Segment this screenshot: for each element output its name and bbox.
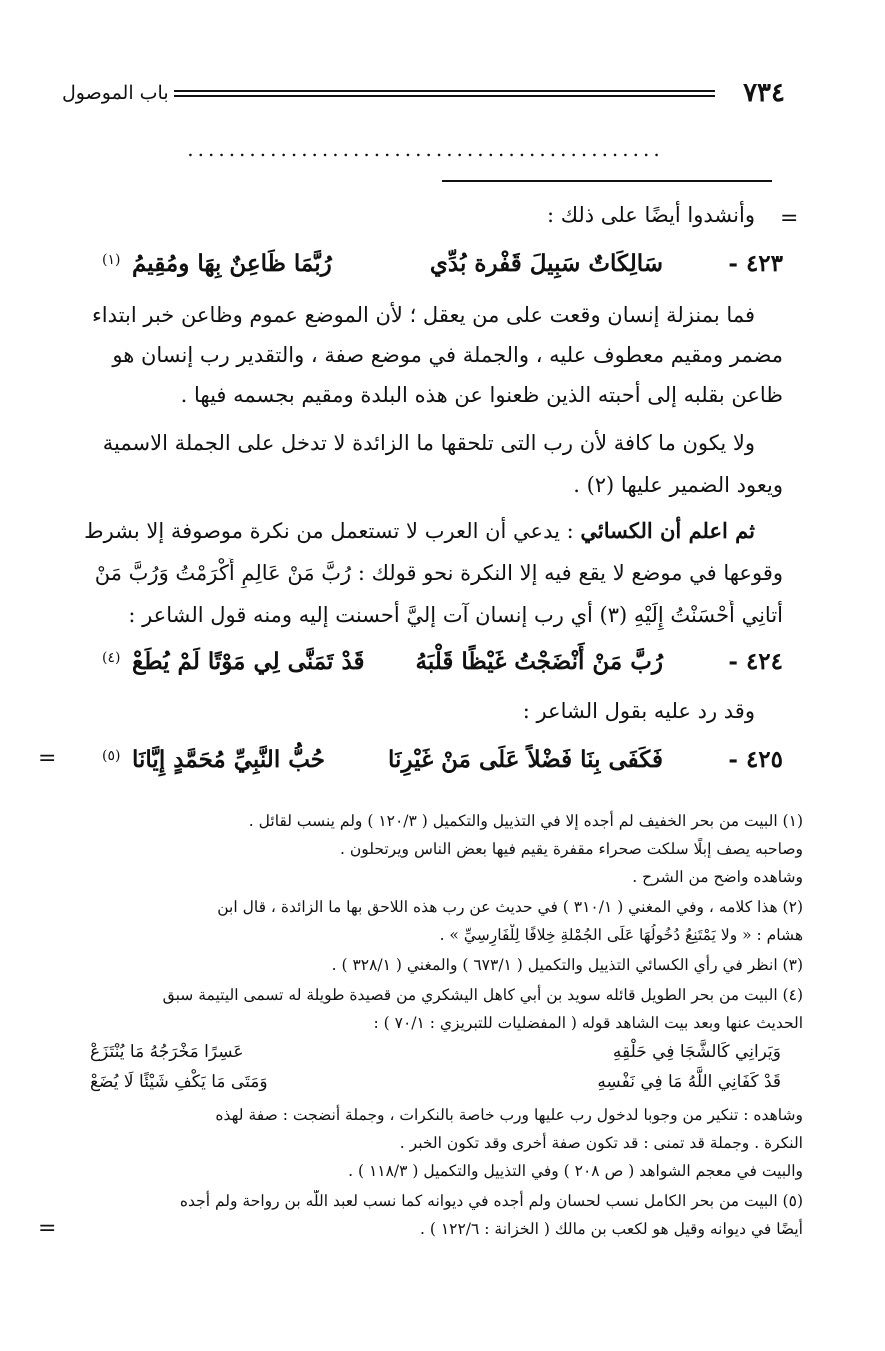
para3-line1-rest: : يدعي أن العرب لا تستعمل من نكرة موصوفة إلا بشرط bbox=[84, 519, 574, 543]
header-rule-second bbox=[174, 95, 715, 97]
para3-line2: وقوعها في موضع لا يقع فيه إلا النكرة نحو قولك : رُبَّ مَنْ عَالِمٍ أَكْرَمْتُ وَرُبَّ مَنْ bbox=[94, 561, 783, 585]
verse-number: ٤٢٥ - bbox=[728, 746, 783, 773]
continuation-mark-top: = bbox=[780, 206, 799, 231]
footnote-1-line3: وشاهده واضح من الشرح . bbox=[632, 868, 803, 886]
footnote-ref: (٥) bbox=[102, 748, 121, 764]
para2-line1: ولا يكون ما كافة لأن رب التى تلحقها ما الزائدة لا تدخل على الجملة الاسمية bbox=[102, 431, 755, 455]
continuation-mark-verse: = bbox=[38, 746, 57, 771]
verse-hemistich-first: فَكَفَى بِنَا فَضْلاً عَلَى مَنْ غَيْرِنَا bbox=[388, 746, 663, 773]
verse-424 bbox=[62, 642, 783, 682]
running-title: باب الموصول bbox=[62, 82, 169, 104]
footnote-5-line2: أيضًا في ديوانه وقيل هو لكعب بن مالك ( الخزانة : ١٢٢/٦ ) . bbox=[419, 1220, 803, 1238]
verse-number: ٤٢٣ - bbox=[728, 250, 783, 277]
verse-hemistich-second: قَدْ تَمَنَّى لِي مَوْتًا لَمْ يُطَعْ bbox=[132, 648, 365, 675]
footnote-ref: (١) bbox=[102, 252, 121, 268]
verse-hemistich-first: سَالِكَاتٌ سَبِيلَ قَفْرة بُدِّي bbox=[429, 250, 663, 277]
footnote-3-line1: (٣) انظر في رأي الكسائي التذييل والتكميل ( ٦٧٣/١ ) والمغني ( ٣٢٨/١ ) . bbox=[331, 956, 803, 974]
para1-line1: فما بمنزلة إنسان وقعت على من يعقل ؛ لأن الموضع عموم وظاعن خبر ابتداء bbox=[91, 303, 755, 327]
verse-hemistich-first: رُبَّ مَنْ أَنْضَجْتُ غَيْظًا قَلْبَهُ bbox=[415, 648, 663, 675]
intro-line: وأنشدوا أيضًا على ذلك : bbox=[546, 203, 755, 227]
footnote-4-verse1-first: وَيَرانِي كَالشَّجَا فِي حَلْقِهِ bbox=[612, 1042, 781, 1062]
page-number: ٧٣٤ bbox=[743, 78, 785, 108]
footnote-4-line2: الحديث عنها وبعد بيت الشاهد قوله ( المفضليات للتبريزي : ٧٠/١ ) : bbox=[373, 1014, 803, 1032]
para3-line3: أتانِي أَحْسَنْتُ إِلَيْهِ (٣) أي رب إنسان آت إليَّ أحسنت إليه ومنه قول الشاعر : bbox=[128, 603, 783, 627]
footnote-4-line3: وشاهده : تنكير من وجوبا لدخول رب عليها ورب خاصة بالنكرات ، وجملة أنضجت : صفة لهذه bbox=[215, 1106, 803, 1124]
para2-line2: ويعود الضمير عليها (٢) . bbox=[573, 473, 783, 497]
footnote-4-line1: (٤) البيت من بحر الطويل قائله سويد بن أبي كاهل اليشكري من قصيدة طويلة له تسمى اليتيمة سبق bbox=[162, 986, 803, 1004]
para3-line1 bbox=[62, 516, 755, 546]
footnote-5-line1: (٥) البيت من بحر الكامل نسب لحسان ولم أجده في ديوانه كما نسب لعبد اللّٰه بن رواحة ولم أجده bbox=[179, 1192, 803, 1210]
footnote-ref: (٤) bbox=[102, 650, 121, 666]
para1-line3: ظاعن بقلبه إلى أحبته الذين ظعنوا عن هذه البلدة ومقيم بجسمه فيها . bbox=[180, 383, 783, 407]
dotted-separator: .............................................. bbox=[187, 138, 664, 160]
verse-425 bbox=[62, 740, 783, 780]
footnote-1-line1: (١) البيت من بحر الخفيف لم أجده إلا في التذييل والتكميل ( ١٢٠/٣ ) ولم ينسب لقائل . bbox=[248, 812, 803, 830]
page-header bbox=[62, 76, 785, 110]
footnote-4-line4: النكرة . وجملة قد تمنى : قد تكون صفة أخرى وقد تكون الخبر . bbox=[399, 1134, 803, 1152]
short-rule bbox=[442, 180, 772, 182]
verse-number: ٤٢٤ - bbox=[728, 648, 783, 675]
footnote-4-verse2-second: وَمَتَى مَا يَكْفِ شَيْئًا لَا يُضَعْ bbox=[90, 1072, 268, 1092]
footnote-2-line1: (٢) هذا كلامه ، وفي المغني ( ٣١٠/١ ) في حديث عن رب هذه اللاحق بها ما الزائدة ، قال ابن bbox=[217, 898, 803, 916]
footnote-1-line2: وصاحبه يصف إبلًا سلكت صحراء مقفرة يقيم فيها بعض الناس ويرتحلون . bbox=[339, 840, 803, 858]
footnote-4-verse2-first: قَدْ كَفَانِي اللَّهُ مَا فِي نَفْسِهِ bbox=[597, 1072, 781, 1092]
footnote-4-verse1-second: عَسِرًا مَخْرَجُهُ مَا يُنْتَزَعْ bbox=[90, 1042, 244, 1062]
para3-lead: ثم اعلم أن الكسائي bbox=[580, 518, 755, 543]
footnote-4-line5: والبيت في معجم الشواهد ( ص ٢٠٨ ) وفي التذييل والتكميل ( ١١٨/٣ ) . bbox=[348, 1162, 803, 1180]
para1-line2: مضمر ومقيم معطوف عليه ، والجملة في موضع صفة ، والتقدير رب إنسان هو bbox=[112, 343, 783, 367]
verse-hemistich-second: حُبُّ النَّبِيِّ مُحَمَّدٍ إِيَّانَا bbox=[132, 746, 326, 773]
continuation-mark-bottom: = bbox=[38, 1216, 57, 1241]
intro2-line: وقد رد عليه بقول الشاعر : bbox=[522, 699, 755, 723]
header-rule bbox=[174, 90, 715, 92]
verse-423 bbox=[62, 244, 783, 284]
footnote-2-line2: هشام : « ولا يَمْتَنِعُ دُخُولُهَا عَلَى الجُمْلةِ خِلافًا لِلْفَارِسِيِّ » . bbox=[439, 926, 803, 944]
verse-hemistich-second: رُبَّمَا ظَاعِنٌ بِهَا ومُقِيمُ bbox=[132, 250, 332, 277]
